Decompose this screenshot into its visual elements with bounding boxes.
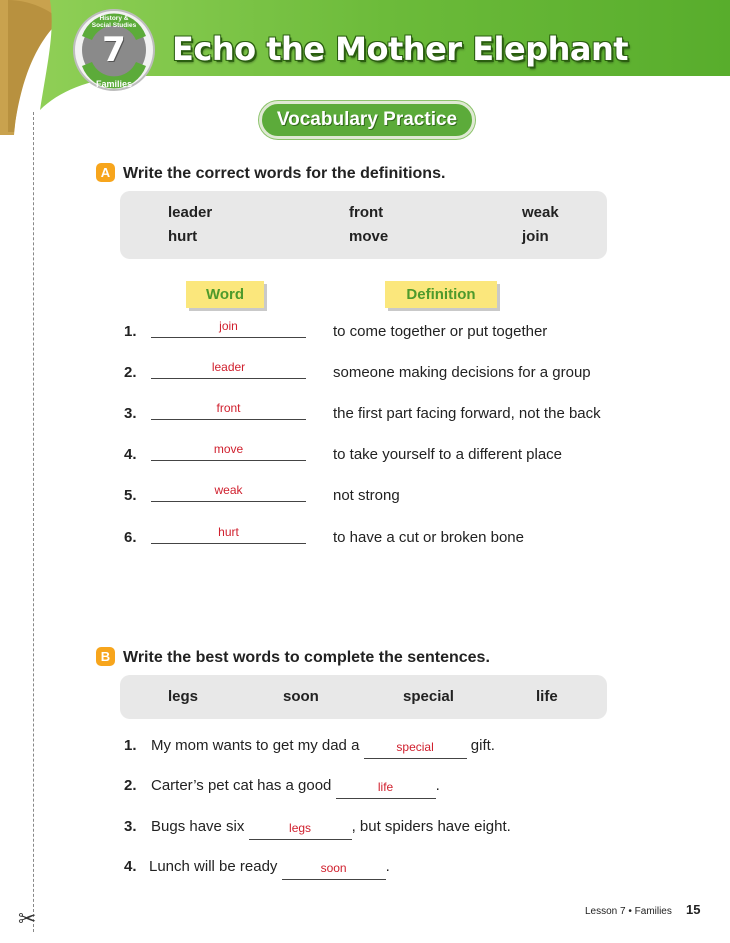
badge-number: 7 xyxy=(102,30,126,70)
sentence-text xyxy=(151,818,511,840)
item-number: 3. xyxy=(124,818,137,835)
word-bank-a-item: hurt xyxy=(168,228,198,245)
item-number: 1. xyxy=(124,737,137,754)
section-a-heading xyxy=(96,163,445,183)
word-bank-a-item: front xyxy=(349,204,384,221)
word-bank-a-item: weak xyxy=(522,204,559,221)
item-number: 2. xyxy=(124,364,137,381)
vocab-practice-label: Vocabulary Practice xyxy=(259,101,475,139)
item-number: 1. xyxy=(124,323,137,340)
answer-text: leader xyxy=(211,360,246,374)
page-number: 15 xyxy=(686,902,701,917)
answer-blank[interactable] xyxy=(151,359,306,379)
answer-text: hurt xyxy=(218,525,239,539)
sentence-before: Carter’s pet cat has a good xyxy=(151,777,332,794)
lesson-badge xyxy=(72,8,156,92)
sentence-text xyxy=(149,858,390,880)
sentence-after: , but spiders have eight. xyxy=(351,818,511,835)
word-bank-b-item: legs xyxy=(168,688,199,705)
sentence-text xyxy=(151,777,440,799)
word-bank-b xyxy=(120,675,607,719)
definition-text: the first part facing forward, not the back xyxy=(333,405,601,422)
word-bank-b-item: special xyxy=(403,688,454,705)
sentence-blank[interactable] xyxy=(249,823,352,840)
section-b-letter: B xyxy=(96,647,115,666)
section-b-instruction: Write the best words to complete the sentences. xyxy=(123,649,490,666)
answer-text: soon xyxy=(320,861,347,875)
item-number: 2. xyxy=(124,777,137,794)
header-banner xyxy=(0,0,730,89)
answer-text: life xyxy=(377,780,394,794)
sentence-before: Lunch will be ready xyxy=(149,858,278,875)
item-number: 4. xyxy=(124,446,137,463)
sentence-before: Bugs have six xyxy=(151,818,245,835)
section-a-letter: A xyxy=(96,163,115,182)
answer-blank[interactable] xyxy=(151,441,306,461)
answer-text: weak xyxy=(214,483,243,497)
sentence-after: . xyxy=(385,858,390,875)
sentence-blank[interactable] xyxy=(336,782,436,799)
sentence-blank[interactable] xyxy=(282,863,386,880)
item-number: 6. xyxy=(124,529,137,546)
sentence-before: My mom wants to get my dad a xyxy=(151,737,360,754)
badge-theme: Families xyxy=(95,79,133,89)
word-bank-a xyxy=(120,191,607,259)
sentence-text xyxy=(151,737,495,759)
answer-text: special xyxy=(396,740,434,754)
sentence-after: . xyxy=(435,777,440,794)
word-bank-b-item: soon xyxy=(283,688,319,705)
sentence-blank[interactable] xyxy=(364,742,467,759)
section-a-instruction: Write the correct words for the definitions. xyxy=(123,165,446,182)
cut-line xyxy=(33,112,34,932)
footer-lesson: Lesson 7 • Families xyxy=(585,906,672,917)
definition-text: not strong xyxy=(333,487,400,504)
page-title: Echo the Mother Elephant xyxy=(172,30,629,68)
definition-text: to have a cut or broken bone xyxy=(333,529,524,546)
word-bank-a-item: move xyxy=(349,228,389,245)
word-bank-a-item: join xyxy=(522,228,549,245)
column-definition-label: Definition xyxy=(385,281,497,308)
answer-blank[interactable] xyxy=(151,524,306,544)
word-bank-b-item: life xyxy=(536,688,558,705)
sentence-after: gift. xyxy=(470,737,495,754)
answer-text: front xyxy=(216,401,241,415)
answer-blank[interactable] xyxy=(151,318,306,338)
badge-subject: History & Social Studies xyxy=(91,15,137,29)
answer-text: join xyxy=(219,319,238,333)
answer-blank[interactable] xyxy=(151,400,306,420)
item-number: 3. xyxy=(124,405,137,422)
answer-text: move xyxy=(213,442,244,456)
section-b-heading xyxy=(96,647,490,667)
answer-blank[interactable] xyxy=(151,482,306,502)
item-number: 5. xyxy=(124,487,137,504)
definition-text: to take yourself to a different place xyxy=(333,446,563,463)
definition-text: someone making decisions for a group xyxy=(333,364,591,381)
answer-text: legs xyxy=(289,821,312,835)
item-number: 4. xyxy=(124,858,137,875)
word-bank-a-item: leader xyxy=(168,204,213,221)
column-word-label: Word xyxy=(186,281,264,308)
scissors-icon: ✂ xyxy=(18,906,37,931)
definition-text: to come together or put together xyxy=(333,323,548,340)
